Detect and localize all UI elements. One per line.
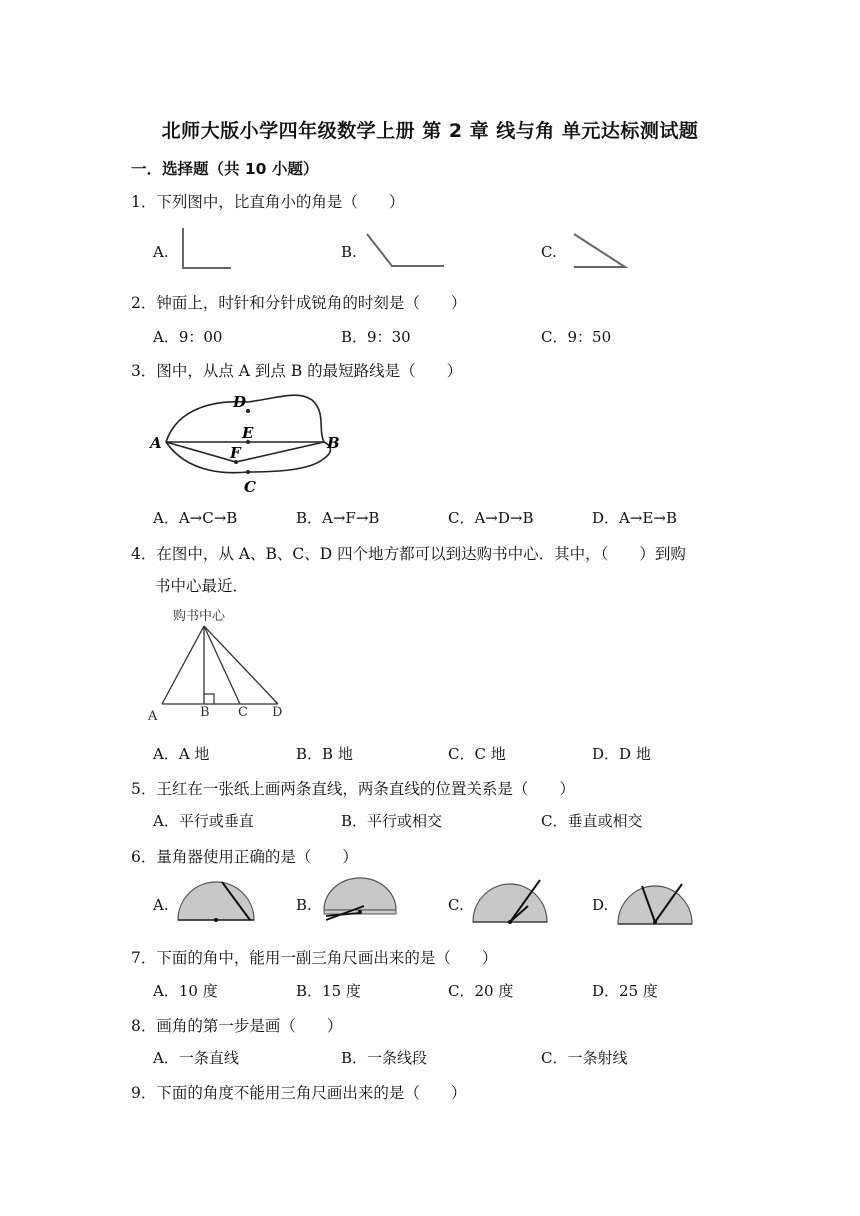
q8-option-b: B．一条线段 bbox=[341, 1049, 428, 1067]
q5-option-a: A．平行或垂直 bbox=[153, 812, 254, 830]
q6-protractor-b-figure bbox=[320, 876, 400, 926]
q1-acute-angle-figure bbox=[566, 230, 630, 272]
q4-label-c: C bbox=[238, 705, 248, 720]
q3-option-b: B．A→F→B bbox=[296, 509, 380, 527]
q6-protractor-a-figure bbox=[176, 876, 256, 924]
q5-option-c: C．垂直或相交 bbox=[541, 812, 643, 830]
q8-option-a: A．一条直线 bbox=[153, 1049, 239, 1067]
q7-option-b: B．15 度 bbox=[296, 982, 361, 1000]
q1-option-a: A. bbox=[153, 243, 169, 261]
question-1-stem: 1．下列图中，比直角小的角是（ ） bbox=[131, 193, 405, 211]
q3-label-c: C bbox=[244, 478, 256, 496]
q2-option-a: A．9：00 bbox=[153, 328, 223, 346]
q3-label-d: D bbox=[233, 393, 247, 411]
q4-label-d: D bbox=[272, 705, 283, 720]
question-6-stem: 6．量角器使用正确的是（ ） bbox=[131, 848, 358, 866]
page-title: 北师大版小学四年级数学上册 第 2 章 线与角 单元达标测试题 bbox=[161, 120, 699, 142]
q1-option-c: C. bbox=[541, 243, 557, 261]
q4-option-a: A．A 地 bbox=[153, 745, 210, 763]
q1-option-b: B. bbox=[341, 243, 357, 261]
q4-option-d: D．D 地 bbox=[592, 745, 651, 763]
question-8-stem: 8．画角的第一步是画（ ） bbox=[131, 1017, 343, 1035]
q8-option-c: C．一条射线 bbox=[541, 1049, 628, 1067]
q1-right-angle-figure bbox=[176, 226, 236, 274]
q6-option-c: C. bbox=[448, 896, 464, 914]
q6-protractor-d-figure bbox=[614, 880, 696, 926]
question-5-stem: 5．王红在一张纸上画两条直线，两条直线的位置关系是（ ） bbox=[131, 780, 575, 798]
q5-option-b: B．平行或相交 bbox=[341, 812, 443, 830]
q4-label-a: A bbox=[148, 709, 158, 724]
q3-label-f: F bbox=[230, 444, 241, 462]
q3-label-a: A bbox=[150, 434, 162, 452]
q4-option-c: C．C 地 bbox=[448, 745, 506, 763]
q7-option-c: C．20 度 bbox=[448, 982, 514, 1000]
q3-label-e: E bbox=[242, 424, 254, 442]
q3-route-figure bbox=[148, 386, 348, 498]
question-3-stem: 3．图中，从点 A 到点 B 的最短路线是（ ） bbox=[131, 362, 463, 380]
q7-option-a: A．10 度 bbox=[153, 982, 218, 1000]
q6-protractor-c-figure bbox=[470, 878, 550, 924]
q6-option-a: A. bbox=[153, 896, 169, 914]
question-4-stem-continued: 书中心最近． bbox=[155, 577, 249, 595]
q2-option-c: C．9：50 bbox=[541, 328, 612, 346]
question-9-stem: 9．下面的角度不能用三角尺画出来的是（ ） bbox=[131, 1084, 467, 1102]
q2-option-b: B．9：30 bbox=[341, 328, 411, 346]
q3-option-d: D．A→E→B bbox=[592, 509, 677, 527]
question-2-stem: 2．钟面上，时针和分针成锐角的时刻是（ ） bbox=[131, 294, 467, 312]
question-7-stem: 7．下面的角中，能用一副三角尺画出来的是（ ） bbox=[131, 949, 498, 967]
q3-option-c: C．A→D→B bbox=[448, 509, 534, 527]
q4-shopping-center-figure bbox=[142, 604, 292, 726]
q3-option-a: A．A→C→B bbox=[153, 509, 238, 527]
q6-option-d: D. bbox=[592, 896, 609, 914]
q4-option-b: B．B 地 bbox=[296, 745, 353, 763]
q4-label-b: B bbox=[200, 705, 210, 720]
q4-figure-title: 购书中心 bbox=[173, 609, 226, 624]
section-heading: 一．选择题（共 10 小题） bbox=[131, 160, 319, 178]
q6-option-b: B. bbox=[296, 896, 312, 914]
q3-label-b: B bbox=[327, 434, 340, 452]
q7-option-d: D．25 度 bbox=[592, 982, 658, 1000]
question-4-stem: 4．在图中，从 A、B、C、D 四个地方都可以到达购书中心．其中，（ ）到购 bbox=[131, 545, 686, 563]
q1-obtuse-angle-figure bbox=[360, 228, 448, 272]
